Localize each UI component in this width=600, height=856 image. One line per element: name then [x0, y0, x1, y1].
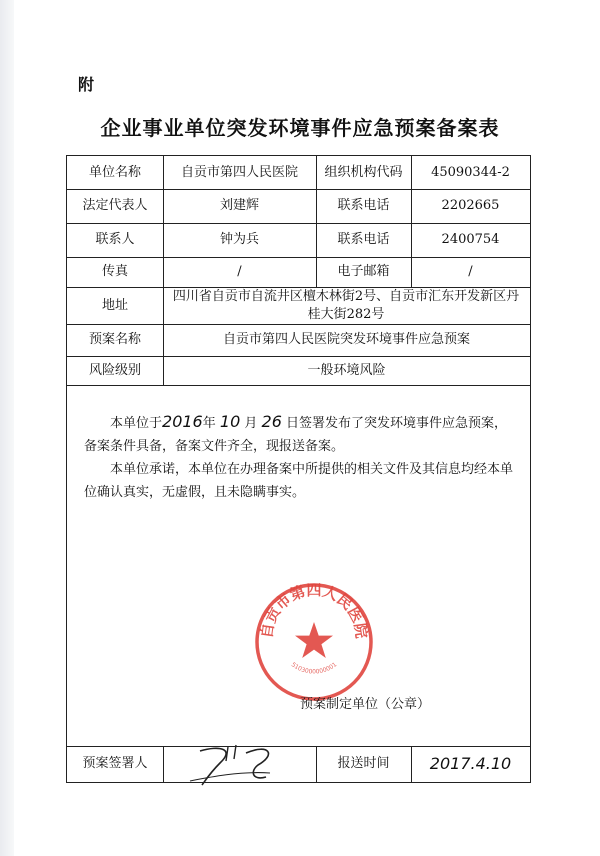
- attachment-label: 附: [78, 75, 95, 94]
- plan-name-label: 预案名称: [88, 332, 141, 347]
- address-label: 地址: [101, 297, 128, 313]
- svg-text:5103000000001: [290, 661, 339, 675]
- fax-label: 传真: [101, 264, 128, 279]
- risk-level-value: 一般环境风险: [307, 362, 386, 378]
- phone-value: 2400754: [441, 232, 500, 247]
- seal-number: 5103000000001: [289, 661, 339, 676]
- handwritten-month: 10: [219, 412, 241, 431]
- declaration-text: [84, 410, 516, 504]
- fax-value: /: [237, 264, 242, 279]
- org-code-label: 组织机构代码: [324, 164, 403, 180]
- unit-name-label: 单位名称: [88, 164, 141, 180]
- handwritten-day: 26: [261, 412, 282, 431]
- signer-label: 预案签署人: [82, 756, 148, 771]
- phone-label: 联系电话: [337, 232, 390, 247]
- page-title: 企业事业单位突发环境事件应急预案备案表: [100, 116, 500, 140]
- declaration-body: 日签署发布了突发环境事件应急预案，备案条件具备，备案文件齐全，现报送备案。: [84, 416, 508, 454]
- official-seal: [252, 580, 376, 704]
- submit-time-value: 2017.4.10: [429, 754, 512, 773]
- contact-value: 钟为兵: [219, 232, 259, 247]
- phone-value: 2202665: [441, 198, 500, 213]
- declaration-paragraph-2: 本单位承诺，本单位在办理备案中所提供的相关文件及其信息均经本单位确认真实，无虚假，且未隐瞒事实。: [84, 462, 514, 500]
- org-code-value: 45090344-2: [431, 164, 510, 180]
- submit-time-label: 报送时间: [337, 756, 390, 771]
- address-value: 四川省自贡市自流井区檀木林街2号、自贡市汇东开发新区丹桂大街282号: [172, 288, 520, 322]
- unit-name-value: 自贡市第四人民医院: [180, 164, 298, 180]
- declaration-paragraph-1: [84, 410, 516, 458]
- plan-name-value: 自贡市第四人民医院突发环境事件应急预案: [222, 332, 470, 347]
- email-label: 电子邮箱: [337, 264, 390, 279]
- month-suffix: 月: [244, 416, 258, 431]
- email-value: /: [468, 264, 473, 279]
- declaration-prefix: 本单位于: [110, 416, 163, 431]
- row-divider: [67, 385, 530, 386]
- legal-rep-value: 刘建辉: [219, 198, 259, 213]
- signer-signature: [163, 746, 316, 782]
- handwritten-signature: [180, 741, 300, 787]
- seal-caption: 预案制定单位（公章）: [300, 697, 431, 712]
- risk-level-label: 风险级别: [88, 362, 141, 378]
- seal-name: 自贡市第四人民医院: [257, 581, 371, 640]
- year-suffix: 年: [202, 416, 216, 431]
- phone-label: 联系电话: [337, 198, 390, 213]
- handwritten-year: 2016: [162, 412, 203, 431]
- legal-rep-label: 法定代表人: [82, 198, 148, 213]
- contact-label: 联系人: [95, 232, 135, 247]
